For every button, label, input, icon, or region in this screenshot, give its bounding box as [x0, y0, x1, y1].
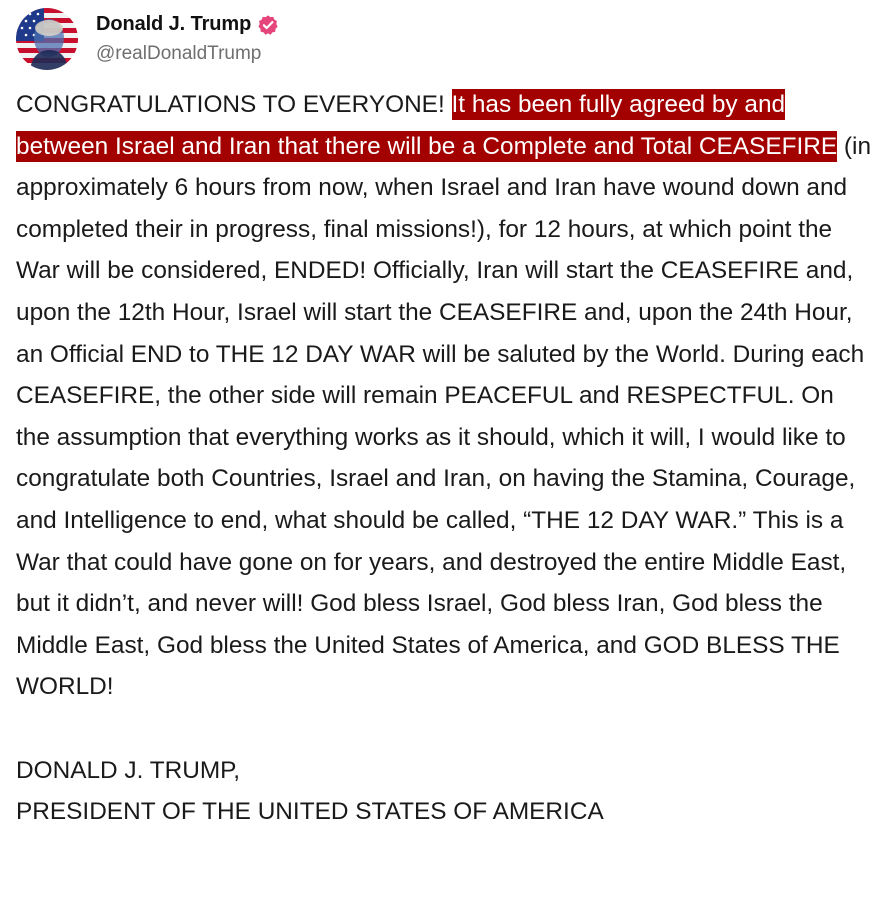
post-text — [16, 84, 874, 833]
highlighted-text: It has been fully agreed by and between Israel and Iran that there will be a Complete and Total CEASEFIRE — [16, 91, 838, 160]
avatar-flag-portrait-icon — [16, 8, 78, 70]
author-identity — [96, 13, 279, 65]
author-name-row — [96, 13, 279, 36]
post-paragraph — [16, 84, 874, 708]
author-display-name[interactable]: Donald J. Trump — [96, 13, 252, 35]
author-handle[interactable]: @realDonaldTrump — [96, 43, 262, 64]
post-intro: CONGRATULATIONS TO EVERYONE! — [16, 91, 452, 118]
post-body-text: (in approximately 6 hours from now, when Israel and Iran have wound down and completed their in progress, final missions!), for 12 hours, at which point the War will be considered, ENDED! Officially, Iran will start the CEASEFIRE and, upon the 12th Hour, Israel will start the CEASEFIRE and, upon the 24th Hour, an Official END to THE 12 DAY WAR will be saluted by the World. During each CEASEFIRE, the other side will remain PEACEFUL and RESPECTFUL. On the assumption that everything works as it should, which it will, I would like to congratulate both Countries, Israel and Iran, on having the Stamina, Courage, and Intelligence to end, what should be called, “THE 12 DAY WAR.” This is a War that could have gone on for years, and destroyed the entire Middle East, but it didn’t, and never will! God bless Israel, God bless Iran, God bless the Middle East, God bless the United States of America, and GOD BLESS THE WORLD! — [16, 132, 872, 701]
post-header — [16, 6, 279, 72]
avatar[interactable] — [16, 8, 78, 70]
signature-title: PRESIDENT OF THE UNITED STATES OF AMERICA — [16, 798, 604, 826]
signature-name: DONALD J. TRUMP, — [16, 756, 241, 784]
verified-badge-icon — [257, 14, 279, 36]
